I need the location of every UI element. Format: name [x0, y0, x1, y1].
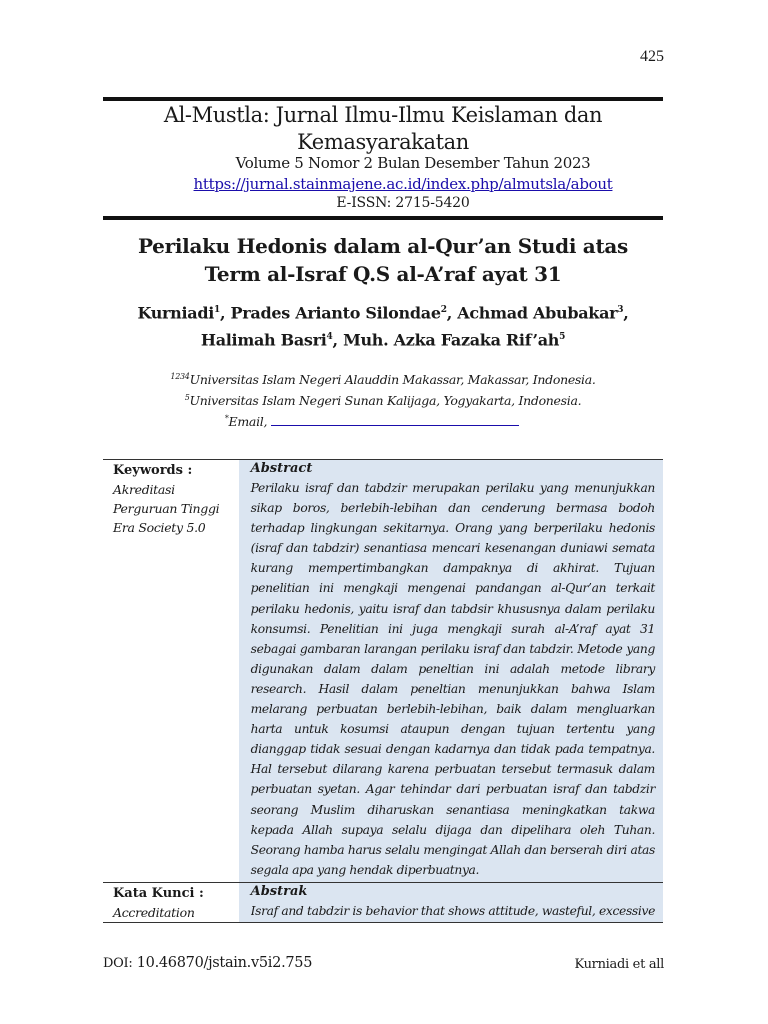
kata-kunci-heading: Kata Kunci : [113, 885, 204, 901]
email-row [103, 413, 663, 429]
header-rule-top [103, 97, 663, 101]
author-line-1 [103, 298, 663, 325]
author-sup: 1 [214, 305, 220, 315]
journal-title: Al-Mustla: Jurnal Ilmu-Ilmu Keislaman dan Kemasyarakatan [163, 103, 603, 154]
abstract-table [103, 459, 663, 923]
keywords-cell [103, 460, 239, 883]
journal-volume: Volume 5 Nomor 2 Bulan Desember Tahun 2023 [235, 154, 591, 172]
abstract-cell [239, 460, 663, 883]
email-sup: * [224, 413, 229, 423]
author-name: Kurniadi [137, 303, 215, 323]
article-title-line1: Perilaku Hedonis dalam al-Qur’an Studi atas [137, 234, 628, 258]
footer-doi [103, 955, 312, 971]
abstract-heading: Abstract [250, 461, 313, 476]
affiliation-2 [103, 393, 663, 408]
author-sep: , [220, 303, 231, 323]
page-number: 425 [640, 48, 664, 65]
doi-label: DOI: [103, 956, 133, 971]
author-line-2 [103, 325, 663, 352]
keyword-item: Era Society 5.0 [113, 520, 206, 535]
abstrak-cell [239, 882, 663, 922]
keyword-item: Akreditasi [113, 482, 175, 497]
email-link[interactable] [271, 413, 519, 426]
author-list [103, 298, 663, 353]
article-title [103, 232, 663, 288]
kata-kunci-item: Accreditation [113, 904, 195, 920]
affiliation-1 [103, 372, 663, 387]
keyword-item: Perguruan Tinggi [113, 501, 220, 516]
keywords-heading: Keywords : [113, 463, 193, 478]
author-sup: 3 [617, 305, 624, 315]
author-sep: , [446, 303, 458, 323]
abstrak-heading: Abstrak [250, 883, 308, 899]
author-sup: 2 [440, 305, 447, 315]
author-sup: 5 [559, 332, 566, 343]
affiliation-sup: 5 [184, 393, 190, 402]
running-author: Kurniadi et all [574, 957, 664, 972]
journal-issn: E-ISSN: 2715-5420 [336, 195, 470, 211]
author-name: Prades Arianto Silondae [230, 303, 441, 323]
abstract-text: Perilaku israf dan tabdzir merupakan perilaku yang menunjukkan sikap boros, berlebih-lebihan dan cenderung bermasa bodoh terhadap lingkungan sekitarnya. Orang yang berperilaku hedonis (israf dan tabdzir) senantiasa mencari kesenangan duniawi semata kurang mempertimbangkan dampaknya di akhirat. Tujuan penelitian ini mengkaji mengenai pandangan al-Qur’an terkait perilaku hedonis, yaitu israf dan tabdsir khususnya dalam perilaku konsumsi. Penelitian ini juga mengkaji surah al-A’raf ayat 31 sebagai gambaran larangan perilaku israf dan tabdzir. Metode yang digunakan dalam dalam peneltian ini adalah metode library research. Hasil dalam peneltian menunjukkan bahwa Islam melarang perbuatan berlebih-lebihan, baik dalam mengluarkan harta untuk kosumsi ataupun dengan tujuan tertentu yang dianggap tidak sesuai dengan kadarnya dan tidak pada tempatnya. Hal tersebut dilarang karena perbuatan tersebut termasuk dalam perbuatan syetan. Agar tehindar dari perbuatan israf dan tabdzir seorang Muslim diharuskan senantiasa meningkatkan takwa kepada Allah supaya selalu dijaga dan dipelihara oleh Tuhan. Seorang hamba harus selalu mengingat Allah dan berserah diri atas segala apa yang hendak diperbuatnya. [250, 481, 655, 877]
email-label: Email, [228, 414, 268, 429]
author-name: Achmad Abubakar [457, 303, 618, 323]
journal-url-link[interactable]: https://jurnal.stainmajene.ac.id/index.php/almutsla/about [193, 175, 613, 193]
article-title-line2: Term al-Israf Q.S al-A’raf ayat 31 [204, 262, 562, 286]
kata-kunci-cell [103, 882, 239, 922]
author-name: Muh. Azka Fazaka Rif’ah [343, 330, 560, 350]
affiliation-text: Universitas Islam Negeri Sunan Kalijaga, Yogyakarta, Indonesia. [189, 393, 582, 409]
abstrak-text: Israf and tabdzir is behavior that shows attitude, wasteful, excessive [250, 903, 655, 918]
header-rule-bottom [103, 216, 663, 220]
author-name: Halimah Basri [200, 330, 327, 350]
doi-link[interactable]: 10.46870/jstain.v5i2.755 [136, 955, 313, 971]
author-sep: , [623, 303, 629, 323]
author-sep: , [332, 330, 344, 350]
affiliation-text: Universitas Islam Negeri Alauddin Makassar, Makassar, Indonesia. [189, 372, 596, 388]
affiliation-sup: 1234 [170, 372, 190, 381]
author-sup: 4 [326, 332, 333, 343]
